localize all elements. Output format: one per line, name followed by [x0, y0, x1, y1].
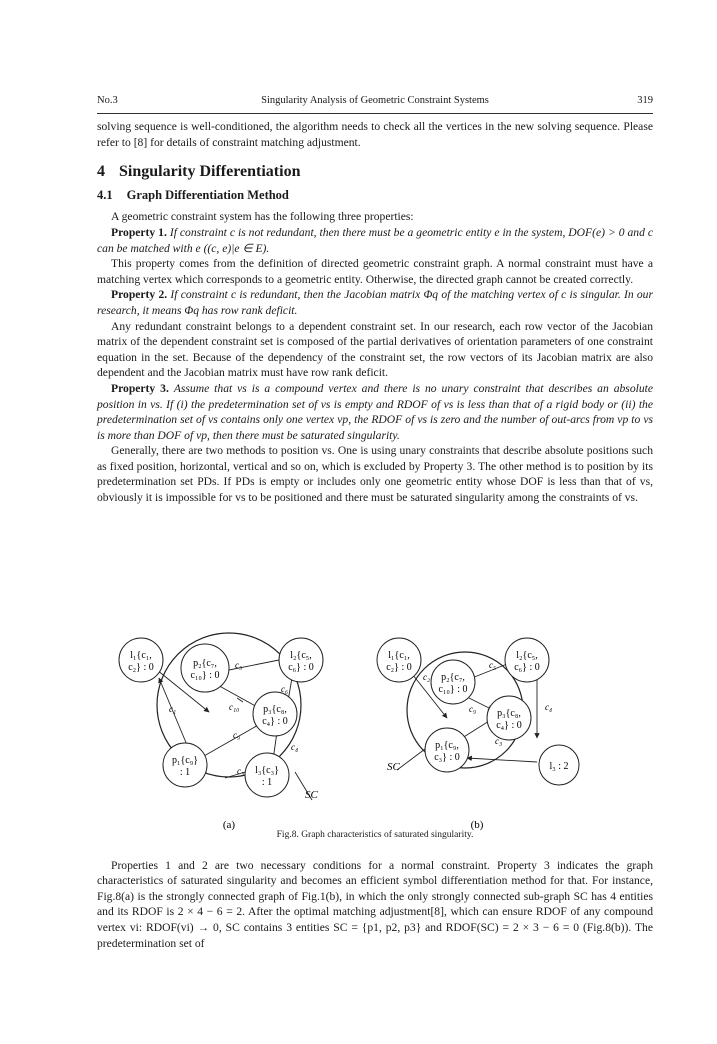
property-2-label: Property 2.: [111, 288, 168, 302]
node-label: c₂} : 0: [128, 662, 154, 673]
header-rule: [97, 113, 653, 114]
property-2: [97, 287, 653, 318]
section-heading: [97, 164, 653, 180]
edge-label: c₅: [489, 660, 497, 670]
node-label: c₃} : 0: [434, 752, 460, 763]
node-label: l₂{c₅,: [290, 650, 312, 661]
figure-8: [97, 620, 653, 835]
property-3: [97, 381, 653, 443]
edge-label: c₁: [169, 704, 177, 714]
node-label: l₁{c₁,: [388, 650, 410, 661]
figure-caption: Fig.8. Graph characteristics of saturated singularity.: [276, 830, 474, 840]
section-title: Singularity Differentiation: [119, 163, 301, 181]
node-label: p₂{c₇,: [193, 658, 217, 669]
node-label: p₂{c₇,: [441, 672, 465, 683]
subsection-heading: [97, 188, 653, 204]
node-label: : 1: [261, 777, 273, 788]
edge-label: c₉: [233, 730, 241, 740]
edge-label: c₁₀: [229, 702, 240, 712]
page-number: 319: [637, 95, 653, 106]
node-label: c₆} : 0: [288, 662, 314, 673]
figure-8-graphs: [97, 620, 653, 835]
node-label: c₁₀} : 0: [190, 670, 220, 681]
node-label: p₃{c₈,: [263, 704, 287, 715]
node-label: c₆} : 0: [514, 662, 540, 673]
panel-b-label: (b): [470, 819, 484, 831]
property-1: [97, 225, 653, 256]
node-label: l₁{c₁,: [130, 650, 152, 661]
node-label: l₃ : 2: [549, 761, 569, 772]
paragraph-after-property-3: Generally, there are two methods to position vs. One is using unary constraints that describe absolute positions such as fixed position, horizontal, vertical and so on, which is excluded by Property 3. The other method is to position by its predetermination set PDs. If PDs is empty or includes only one geometric entity whose DOF is less than that of vs, obviously it is impossible for vs to be positioned and there must be saturated singularity among the constraints of vs.: [97, 444, 653, 505]
running-title: Singularity Analysis of Geometric Constraint Systems: [261, 95, 489, 106]
sc-label: SC: [305, 789, 318, 801]
section-number: 4: [97, 163, 105, 181]
node-label: c₄} : 0: [262, 716, 288, 727]
node-label: l₃{c₃}: [255, 765, 279, 776]
node-label: c₂} : 0: [386, 662, 412, 673]
edge-label: c₉: [469, 704, 477, 714]
edge-label: c₃: [237, 766, 245, 776]
journal-issue: No.3: [97, 95, 118, 106]
running-head: [97, 95, 653, 111]
edge-label: c₄: [545, 702, 553, 712]
properties-intro: A geometric constraint system has the following three properties:: [111, 210, 414, 224]
node-label: : 1: [179, 767, 191, 778]
property-1-text: If constraint c is not redundant, then there must be a geometric entity e in the system, DOF(e) > 0 and c can be matched with e ((c, e)|e ∈ E).: [97, 225, 653, 255]
paragraph-after-property-2: Any redundant constraint belongs to a dependent constraint set. In our research, each row vector of the Jacobian matrix of the dependent constraint set is composed of the partial derivatives of orientation parameters of one constraint equation in the set. Because of the dependency of the constraint set, the row vectors of its Jacobian matrix are also dependent and the Jacobian matrix must have row rank deficit.: [97, 319, 653, 380]
edge-label: c₂: [423, 672, 431, 682]
property-3-label: Property 3.: [111, 381, 169, 395]
panel-a: [119, 633, 323, 831]
property-1-label: Property 1.: [111, 225, 167, 239]
node-label: c₁₀} : 0: [438, 684, 468, 695]
subsection-title: Graph Differentiation Method: [126, 187, 289, 202]
node-label: p₃{c₈,: [497, 708, 521, 719]
edge-label: c₃: [495, 736, 503, 746]
node-label: c₄} : 0: [496, 720, 522, 731]
intro-paragraph: solving sequence is well-conditioned, the algorithm needs to check all the vertices in the new solving sequence. Please refer to [8] for details of constraint matching adjustment.: [97, 120, 653, 149]
closing-paragraph: Properties 1 and 2 are two necessary conditions for a normal constraint. Property 3 indicates the graph characteristics of saturated singularity and becomes an efficient symbol differentiation method for that. For instance, Fig.8(a) is the strongly connected graph of Fig.1(b), in which the only strongly connected sub-graph SC has 4 entities and its RDOF is 2 × 4 − 6 = 2. After the optimal matching adjustment[8], which can ensure RDOF of any compound vertex vi: RDOF(vi) → 0, SC contains 3 entities SC = {p1, p2, p3} and RDOF(SC) = 2 × 3 − 6 = 0 (Fig.8(b)). The predetermination set of: [97, 858, 653, 950]
node-label: p₁{c₉}: [171, 755, 199, 766]
edge-label: c₆: [281, 684, 289, 694]
panel-a-label: (a): [222, 819, 236, 831]
node-label: l₂{c₅,: [516, 650, 538, 661]
edge-label: c₅: [235, 660, 243, 670]
body-text-continued: [97, 830, 653, 951]
property-2-text: If constraint c is redundant, then the Jacobian matrix Φq of the matching vertex of c is singular. In our research, it means Φq has row rank deficit.: [97, 288, 653, 317]
node-label: p₁{c₉,: [435, 740, 459, 751]
panel-b: [377, 638, 579, 831]
body-text: [97, 119, 653, 506]
sc-label: SC: [387, 761, 400, 773]
edge-label: c₄: [291, 742, 299, 752]
subsection-number: 4.1: [97, 187, 113, 202]
property-3-text: Assume that vs is a compound vertex and there is no unary constraint that describes an absolute position in vs. If (i) the predetermination set of vs is empty and RDOF of vs is less than that of a rigid body or (ii) the predetermination set of vs contains only one vertex vp, the RDOF of vs is zero and the number of out-arcs from vp to vs is more than DOF of vp, then there must be saturated singularity.: [97, 381, 653, 442]
paragraph-after-property-1: This property comes from the definition of directed geometric constraint graph. A normal constraint must have a matching vertex which corresponds to a geometric entity. Otherwise, the directed graph cannot be created correctly.: [97, 257, 653, 286]
